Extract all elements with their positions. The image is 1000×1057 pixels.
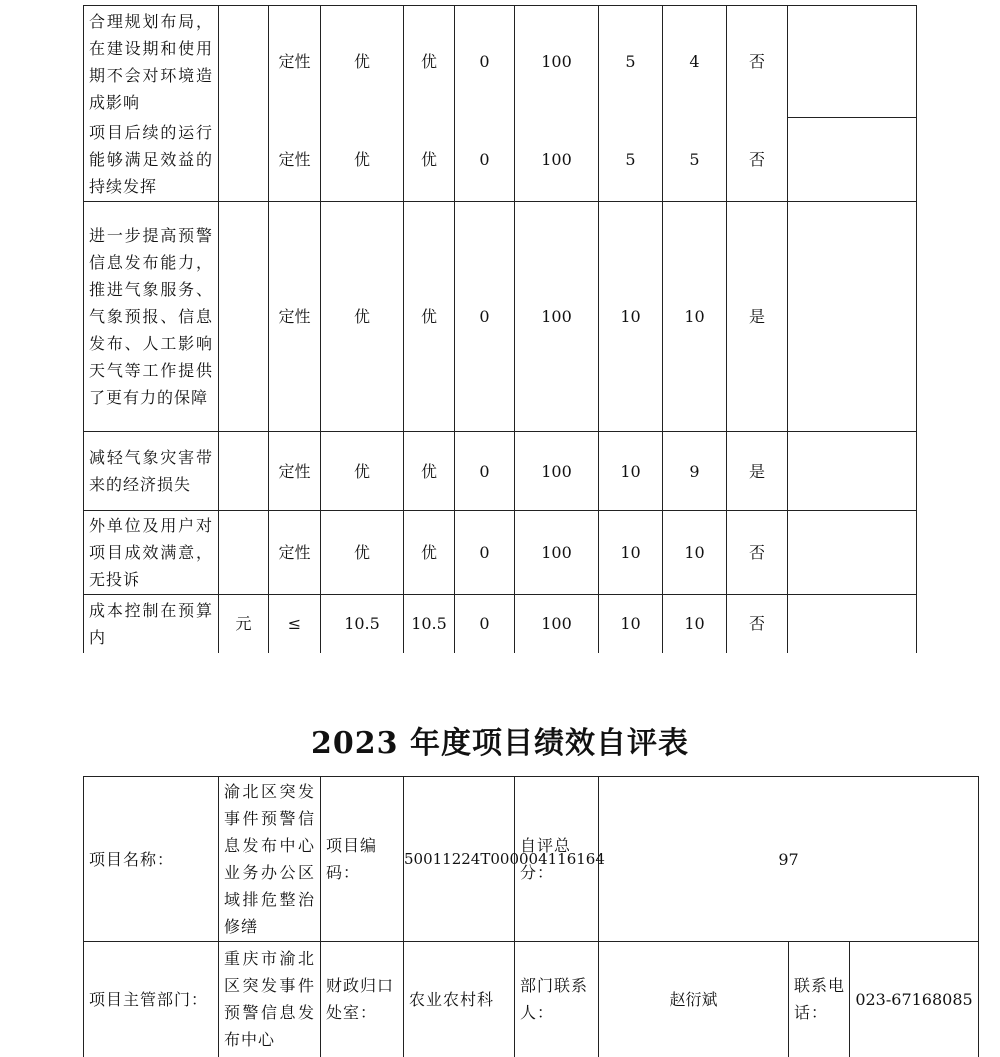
indicator-actual: 优 — [404, 202, 455, 432]
indicator-name: 进一步提高预警信息发布能力，推进气象服务、气象预报、信息发布、人工影响天气等工作提供了更有力的保障 — [84, 202, 219, 432]
indicator-score: 4 — [663, 6, 727, 118]
indicator-core: 是 — [727, 202, 788, 432]
indicator-unit — [219, 6, 269, 118]
table-row — [84, 118, 917, 202]
page-title: 2023 年度项目绩效自评表 — [311, 726, 689, 761]
table-row — [84, 942, 979, 1057]
indicator-actual: 优 — [404, 118, 455, 202]
indicator-target: 优 — [321, 511, 404, 595]
indicator-nature: 定性 — [269, 432, 321, 511]
indicator-nature: ≤ — [269, 595, 321, 653]
indicator-score: 10 — [663, 595, 727, 653]
indicator-name: 项目后续的运行能够满足效益的持续发挥 — [84, 118, 219, 202]
dept-label: 项目主管部门： — [84, 942, 219, 1057]
indicator-note — [788, 202, 917, 432]
indicator-unit — [219, 202, 269, 432]
indicator-name: 减轻气象灾害带来的经济损失 — [84, 432, 219, 511]
table-row — [84, 202, 917, 432]
indicator-actual: 优 — [404, 511, 455, 595]
indicator-unit — [219, 511, 269, 595]
indicator-note — [788, 595, 917, 653]
indicator-deviation: 0 — [455, 511, 515, 595]
indicator-deviation: 0 — [455, 595, 515, 653]
indicator-unit: 元 — [219, 595, 269, 653]
table-row — [84, 6, 917, 118]
contact-label: 部门联系人： — [515, 942, 599, 1057]
project-name-label: 项目名称： — [84, 777, 219, 942]
indicator-score: 10 — [663, 511, 727, 595]
table-row — [84, 432, 917, 511]
indicator-score: 5 — [663, 118, 727, 202]
indicator-deviation: 0 — [455, 432, 515, 511]
indicator-target: 优 — [321, 202, 404, 432]
table-row — [84, 511, 917, 595]
indicator-nature: 定性 — [269, 118, 321, 202]
indicator-target: 优 — [321, 6, 404, 118]
indicator-target: 10.5 — [321, 595, 404, 653]
indicator-deviation: 0 — [455, 6, 515, 118]
indicator-name: 成本控制在预算内 — [84, 595, 219, 653]
indicator-core: 否 — [727, 118, 788, 202]
indicator-core: 否 — [727, 511, 788, 595]
indicator-deviation: 0 — [455, 118, 515, 202]
indicator-core: 是 — [727, 432, 788, 511]
indicator-actual: 10.5 — [404, 595, 455, 653]
indicator-note — [788, 511, 917, 595]
indicator-unit — [219, 432, 269, 511]
table-row — [84, 595, 917, 653]
project-code-value: 50011224T000004116164 — [404, 777, 515, 942]
indicator-deviation: 0 — [455, 202, 515, 432]
project-name-value: 渝北区突发事件预警信息发布中心业务办公区域排危整治修缮 — [219, 777, 321, 942]
indicator-unit — [219, 118, 269, 202]
indicator-score: 10 — [663, 202, 727, 432]
indicator-actual: 优 — [404, 6, 455, 118]
indicator-target: 优 — [321, 432, 404, 511]
indicator-note — [788, 118, 917, 202]
indicator-name: 外单位及用户对项目成效满意，无投诉 — [84, 511, 219, 595]
indicator-weight: 5 — [599, 6, 663, 118]
indicator-target: 优 — [321, 118, 404, 202]
indicator-score: 9 — [663, 432, 727, 511]
finance-value: 农业农村科 — [404, 942, 515, 1057]
phone-value: 023-67168085 — [850, 942, 979, 1057]
indicator-table — [83, 5, 917, 653]
total-score-label: 自评总分： — [515, 777, 599, 942]
indicator-rate: 100 — [515, 6, 599, 118]
indicator-note — [788, 6, 917, 118]
indicator-actual: 优 — [404, 432, 455, 511]
indicator-weight: 10 — [599, 432, 663, 511]
total-score-value: 97 — [599, 777, 979, 942]
indicator-weight: 10 — [599, 511, 663, 595]
indicator-rate: 100 — [515, 511, 599, 595]
finance-label: 财政归口处室： — [321, 942, 404, 1057]
indicator-weight: 10 — [599, 202, 663, 432]
indicator-weight: 10 — [599, 595, 663, 653]
indicator-name: 合理规划布局，在建设期和使用期不会对环境造成影响 — [84, 6, 219, 118]
indicator-core: 否 — [727, 6, 788, 118]
indicator-rate: 100 — [515, 595, 599, 653]
contact-value: 赵衍斌 — [599, 942, 789, 1057]
indicator-rate: 100 — [515, 202, 599, 432]
dept-value: 重庆市渝北区突发事件预警信息发布中心 — [219, 942, 321, 1057]
phone-label: 联系电话： — [789, 942, 850, 1057]
project-code-label: 项目编码： — [321, 777, 404, 942]
indicator-nature: 定性 — [269, 202, 321, 432]
table-row — [84, 777, 979, 942]
indicator-nature: 定性 — [269, 511, 321, 595]
indicator-weight: 5 — [599, 118, 663, 202]
indicator-rate: 100 — [515, 118, 599, 202]
indicator-note — [788, 432, 917, 511]
project-info-table — [83, 776, 979, 1057]
indicator-nature: 定性 — [269, 6, 321, 118]
indicator-core: 否 — [727, 595, 788, 653]
indicator-rate: 100 — [515, 432, 599, 511]
